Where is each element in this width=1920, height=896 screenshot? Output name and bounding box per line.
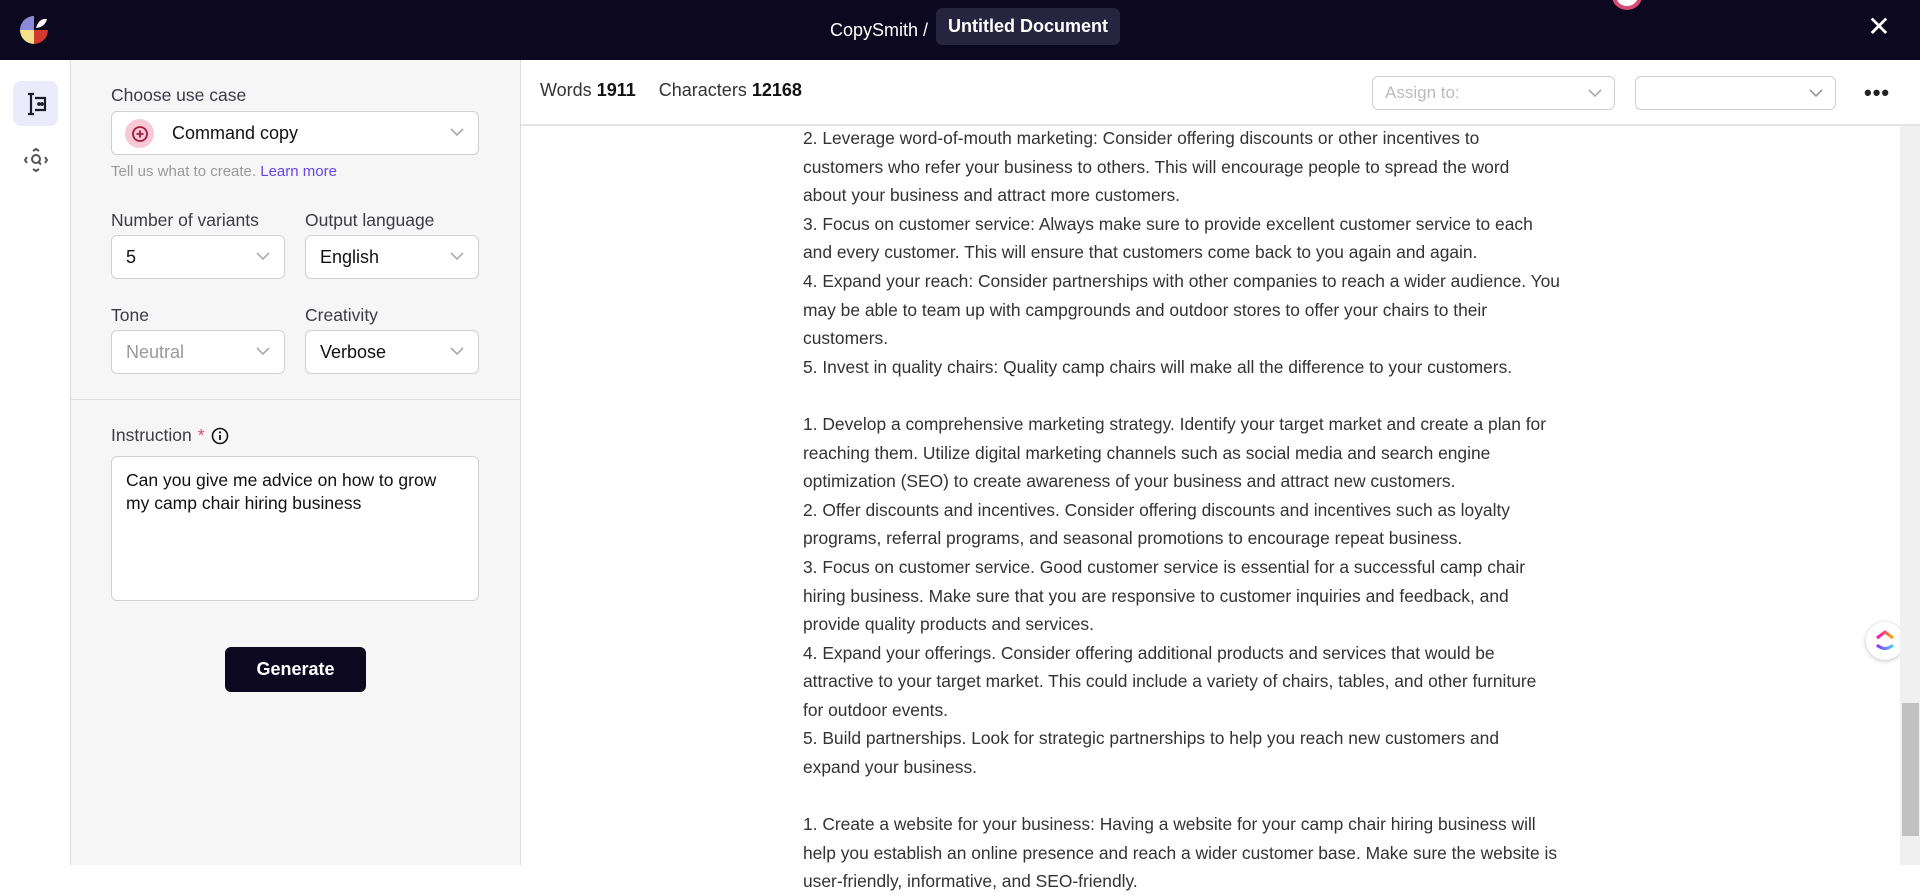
document-line: 4. Expand your reach: Consider partnerships with other companies to reach a wider audience. You	[803, 270, 1560, 291]
document-paragraph	[803, 124, 1633, 381]
chevron-down-icon	[450, 125, 464, 139]
characters-label: Characters	[658, 80, 747, 100]
chevron-down-icon	[450, 344, 464, 358]
instruction-label	[111, 425, 229, 446]
help-text: Tell us what to create.	[111, 163, 257, 180]
chevron-down-icon	[1588, 86, 1602, 100]
document-paragraph	[803, 810, 1633, 896]
document-line: 4. Expand your offerings. Consider offering additional products and services that would be	[803, 642, 1495, 663]
document-line: 1. Develop a comprehensive marketing strategy. Identify your target market and create a plan for	[803, 413, 1547, 434]
use-case-label: Choose use case	[111, 85, 247, 105]
document-title[interactable]: Untitled Document	[936, 8, 1120, 45]
learn-more-link[interactable]: Learn more	[260, 163, 337, 180]
icon-rail	[0, 60, 71, 865]
more-options-icon[interactable]: •••	[1864, 80, 1891, 105]
document-line: 5. Build partnerships. Look for strategic partnerships to help you reach new customers and	[803, 728, 1499, 749]
document-toolbar	[521, 60, 1920, 126]
use-case-value: Command copy	[172, 123, 299, 143]
document-line: 5. Invest in quality chairs: Quality camp chairs will make all the difference to your customers.	[803, 356, 1513, 377]
document-line: for outdoor events.	[803, 699, 949, 720]
document-line: may be able to team up with campgrounds and outdoor stores to offer your chairs to their	[803, 299, 1488, 320]
document-line: customers.	[803, 328, 889, 349]
document-line: help you establish an online presence and reach a wider customer base. Make sure the website is	[803, 842, 1558, 863]
characters-count: 12168	[751, 80, 802, 100]
tone-select[interactable]	[111, 330, 285, 374]
status-select[interactable]	[1635, 76, 1836, 110]
chevron-down-icon	[256, 249, 270, 263]
document-paragraph	[803, 410, 1633, 782]
search-expand-icon[interactable]	[13, 137, 58, 182]
use-case-help	[111, 163, 337, 180]
document-line: programs, referral programs, and seasonal promotions to encourage repeat business.	[803, 528, 1463, 549]
chevron-down-icon	[450, 249, 464, 263]
document-scrollbar[interactable]	[1900, 126, 1920, 865]
user-avatar[interactable]	[1612, 0, 1642, 10]
creativity-value: Verbose	[320, 342, 387, 362]
language-value: English	[320, 247, 380, 267]
document-line: 2. Leverage word-of-mouth marketing: Consider offering discounts or other incentives to	[803, 128, 1480, 148]
document-line: optimization (SEO) to create awareness of your business and attract new customers.	[803, 471, 1456, 492]
generator-panel	[71, 60, 521, 865]
divider	[71, 399, 521, 400]
words-label: Words	[540, 80, 592, 100]
top-bar	[0, 0, 1920, 60]
document-line: customers who refer your business to others. This will encourage people to spread the word	[803, 156, 1510, 177]
document-line: provide quality products and services.	[803, 614, 1094, 635]
close-icon[interactable]: ✕	[1867, 11, 1891, 42]
instruction-textarea[interactable]: Can you give me advice on how to grow my camp chair hiring business	[111, 456, 479, 601]
tone-placeholder: Neutral	[126, 342, 185, 362]
document-line: reaching them. Utilize digital marketing channels such as social media and search engine	[803, 442, 1491, 463]
use-case-select[interactable]	[111, 111, 479, 155]
document-line: 3. Focus on customer service: Always make sure to provide excellent customer service to each	[803, 213, 1533, 234]
assign-placeholder: Assign to:	[1385, 83, 1460, 102]
creativity-label: Creativity	[305, 305, 378, 325]
info-icon[interactable]	[211, 427, 229, 445]
chevron-down-icon	[1809, 86, 1823, 100]
document-line: 3. Focus on customer service. Good customer service is essential for a successful camp chair	[803, 556, 1525, 577]
app-breadcrumb[interactable]: CopySmith /	[830, 20, 929, 40]
variants-select[interactable]	[111, 235, 285, 279]
tone-label: Tone	[111, 305, 149, 325]
document-line: 2. Offer discounts and incentives. Consider offering discounts and incentives such as loyalty	[803, 499, 1510, 520]
chevron-down-icon	[256, 344, 270, 358]
language-select[interactable]	[305, 235, 479, 279]
document-line: expand your business.	[803, 757, 978, 778]
document-line: and every customer. This will ensure that customers come back to you again and again.	[803, 242, 1478, 263]
required-mark: *	[197, 425, 205, 445]
clickup-extension-icon[interactable]	[1866, 622, 1904, 660]
document-stats	[540, 80, 820, 101]
language-label: Output language	[305, 210, 435, 230]
assign-to-select[interactable]	[1372, 76, 1615, 110]
command-copy-icon	[125, 119, 154, 148]
generate-button[interactable]: Generate	[225, 647, 366, 692]
document-line: hiring business. Make sure that you are responsive to customer inquiries and feedback, and	[803, 585, 1509, 606]
instruction-label-text: Instruction	[111, 425, 192, 445]
variants-value: 5	[126, 247, 137, 267]
words-count: 1911	[596, 80, 636, 100]
creativity-select[interactable]	[305, 330, 479, 374]
document-line: user-friendly, informative, and SEO-friendly.	[803, 871, 1138, 892]
document-line: attractive to your target market. This could include a variety of chairs, tables, and other furniture	[803, 671, 1537, 692]
document-cursor-icon[interactable]	[13, 81, 58, 126]
document-editor[interactable]	[803, 124, 1633, 892]
document-line: about your business and attract more customers.	[803, 185, 1180, 206]
scrollbar-thumb[interactable]	[1902, 703, 1919, 836]
variants-label: Number of variants	[111, 210, 259, 230]
document-line: 1. Create a website for your business: Having a website for your camp chair hiring business will	[803, 814, 1536, 835]
copysmith-logo-icon	[17, 13, 51, 47]
